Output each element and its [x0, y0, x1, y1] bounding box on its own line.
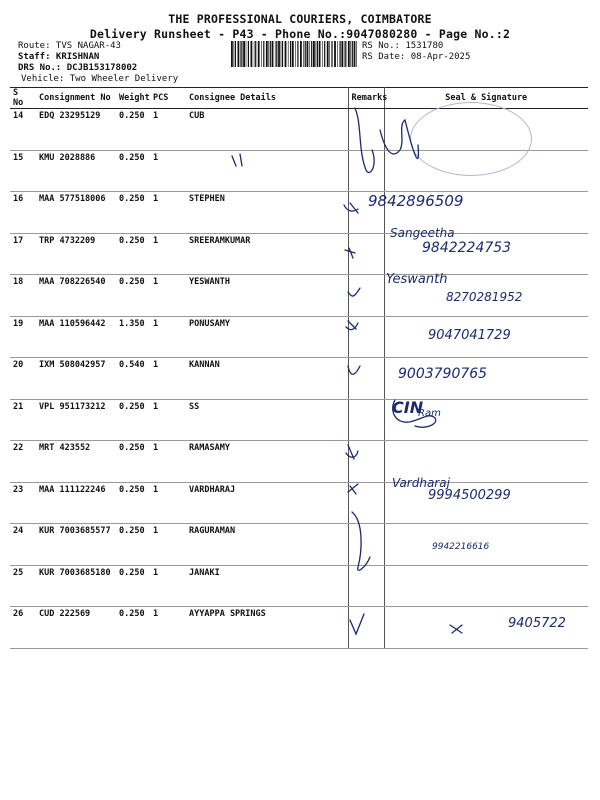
col-header-seal: Seal & Signature	[384, 88, 588, 109]
cell-seal-signature	[384, 565, 588, 607]
cell-consignment: MAA 577518006	[36, 192, 116, 234]
cell-seal-signature	[384, 275, 588, 317]
table-row	[10, 316, 588, 358]
barcode-bar	[344, 41, 345, 67]
barcode-bar	[313, 41, 315, 67]
table-header-row	[10, 88, 588, 109]
barcode-bar	[278, 41, 280, 67]
handwritten-name-23: Vardharaj	[392, 476, 450, 490]
cell-pcs: 1	[150, 482, 186, 524]
cell-remarks	[348, 233, 384, 275]
route-label: Route: TVS NAGAR-43	[18, 41, 121, 51]
cell-pcs: 1	[150, 316, 186, 358]
cell-weight: 0.250	[116, 565, 150, 607]
cell-remarks	[348, 275, 384, 317]
table-row	[10, 233, 588, 275]
cell-sno: 26	[10, 607, 36, 649]
handwritten-phone-26: 9405722	[508, 616, 566, 631]
col-header-pcs: PCS	[150, 88, 186, 109]
barcode-bar	[290, 41, 291, 67]
col-header-remarks: Remarks	[348, 88, 384, 109]
handwritten-phone-18: 8270281952	[446, 290, 523, 304]
cell-weight: 0.540	[116, 358, 150, 400]
cell-seal-signature	[384, 233, 588, 275]
cell-sno: 22	[10, 441, 36, 483]
cell-remarks	[348, 192, 384, 234]
rs-date: RS Date: 08-Apr-2025	[362, 52, 471, 62]
runsheet-title: Delivery Runsheet - P43 - Phone No.:9047080280 - Page No.:2	[89, 27, 511, 41]
cell-remarks	[348, 607, 384, 649]
col-header-consignee: Consignee Details	[186, 88, 348, 109]
barcode-bar	[281, 41, 282, 67]
barcode-bar	[322, 41, 323, 67]
barcode-bar	[337, 41, 338, 67]
cell-consignment: IXM 508042957	[36, 358, 116, 400]
col-header-sno: S No	[10, 88, 36, 109]
cell-consignment: KMU 2028886	[36, 150, 116, 192]
cell-remarks	[348, 316, 384, 358]
cell-pcs: 1	[150, 275, 186, 317]
cell-pcs: 1	[150, 441, 186, 483]
handwritten-phone-16: 9842896509	[368, 192, 464, 210]
barcode-bar	[246, 41, 247, 67]
barcode-bar	[331, 41, 332, 67]
barcode-bar	[317, 41, 318, 67]
barcode-bar	[275, 41, 276, 67]
handwritten-phone-20: 9003790765	[398, 366, 488, 382]
barcode-bar	[350, 41, 351, 67]
cell-remarks	[348, 441, 384, 483]
barcode-bar	[297, 41, 298, 67]
barcode-bar	[248, 41, 249, 67]
cell-sno: 15	[10, 150, 36, 192]
cell-sno: 21	[10, 399, 36, 441]
barcode-bar	[307, 41, 309, 67]
barcode-bar	[263, 41, 264, 67]
cell-seal-signature	[384, 399, 588, 441]
cell-consignee: SS	[186, 399, 348, 441]
barcode-bar	[266, 41, 268, 67]
cell-seal-signature	[384, 192, 588, 234]
barcode-bar	[285, 41, 287, 67]
barcode-bar	[340, 41, 341, 67]
barcode-bar	[292, 41, 294, 67]
barcode-bar	[354, 41, 356, 67]
barcode-bar	[327, 41, 329, 67]
handwritten-phone-19: 9047041729	[428, 328, 511, 343]
barcode-bar	[258, 41, 260, 67]
cell-sno: 19	[10, 316, 36, 358]
cell-consignment: EDQ 23295129	[36, 109, 116, 151]
cell-seal-signature	[384, 441, 588, 483]
cell-seal-signature	[384, 524, 588, 566]
cell-weight: 0.250	[116, 109, 150, 151]
seal-stamp	[410, 102, 532, 176]
col-header-weight: Weight	[116, 88, 150, 109]
cell-consignee: RAGURAMAN	[186, 524, 348, 566]
cell-consignee: AYYAPPA SPRINGS	[186, 607, 348, 649]
barcode-bar	[311, 41, 312, 67]
barcode-bar	[270, 41, 271, 67]
cell-consignee: KANNAN	[186, 358, 348, 400]
barcode-bar	[255, 41, 256, 67]
table-row	[10, 565, 588, 607]
barcode-bar	[341, 41, 343, 67]
cell-pcs: 1	[150, 607, 186, 649]
cell-consignee: RAMASAMY	[186, 441, 348, 483]
table-row	[10, 358, 588, 400]
handwritten-name-17: Sangeetha	[390, 226, 455, 240]
cell-consignment: KUR 7003685577	[36, 524, 116, 566]
barcode-bar	[352, 41, 353, 67]
barcode-bar	[316, 41, 317, 67]
table-row	[10, 399, 588, 441]
barcode-image	[230, 41, 358, 67]
barcode-bar	[251, 41, 253, 67]
cell-sno: 25	[10, 565, 36, 607]
company-title: THE PROFESSIONAL COURIERS, COIMBATORE	[168, 12, 432, 26]
cell-weight: 0.250	[116, 607, 150, 649]
cell-sno: 17	[10, 233, 36, 275]
handwritten-phone-24: 9942216616	[432, 542, 490, 552]
cell-seal-signature	[384, 607, 588, 649]
cell-consignment: CUD 222569	[36, 607, 116, 649]
cell-sno: 20	[10, 358, 36, 400]
barcode-bar	[305, 41, 306, 67]
cell-consignment: MAA 110596442	[36, 316, 116, 358]
table-row	[10, 441, 588, 483]
cell-pcs: 1	[150, 109, 186, 151]
handwritten-phone-17: 9842224753	[422, 240, 512, 256]
cell-remarks	[348, 565, 384, 607]
barcode-bar	[261, 41, 262, 67]
cell-consignee	[186, 150, 348, 192]
cell-sno: 23	[10, 482, 36, 524]
barcode-bar	[288, 41, 289, 67]
cell-pcs: 1	[150, 358, 186, 400]
barcode-bar	[276, 41, 277, 67]
vehicle-label: Vehicle: Two Wheeler Delivery	[21, 74, 179, 84]
cell-weight: 0.250	[116, 441, 150, 483]
barcode-bar	[329, 41, 330, 67]
barcode-bar	[348, 41, 350, 67]
table-row	[10, 482, 588, 524]
cell-consignee: CUB	[186, 109, 348, 151]
cell-remarks	[348, 150, 384, 192]
drs-number: DRS No.: DCJB153178002	[18, 63, 138, 73]
cell-pcs: 1	[150, 565, 186, 607]
barcode-bar	[345, 41, 346, 67]
cell-seal-signature	[384, 316, 588, 358]
col-header-consignment: Consignment No	[36, 88, 116, 109]
handwritten-phone-23: 9994500299	[428, 488, 511, 503]
cell-sno: 16	[10, 192, 36, 234]
barcode-bar	[241, 41, 242, 67]
cell-consignee: SREERAMKUMAR	[186, 233, 348, 275]
cell-remarks	[348, 482, 384, 524]
cell-weight: 0.250	[116, 482, 150, 524]
barcode-bar	[268, 41, 269, 67]
cell-remarks	[348, 524, 384, 566]
runsheet-table	[10, 87, 588, 649]
cell-seal-signature	[384, 482, 588, 524]
cell-consignment: MAA 111122246	[36, 482, 116, 524]
cell-pcs: 1	[150, 192, 186, 234]
cell-weight: 0.250	[116, 150, 150, 192]
barcode-bar	[334, 41, 336, 67]
barcode-bar	[282, 41, 283, 67]
table-row	[10, 192, 588, 234]
cell-consignment: KUR 7003685180	[36, 565, 116, 607]
cell-sno: 14	[10, 109, 36, 151]
cell-weight: 0.250	[116, 233, 150, 275]
cell-remarks	[348, 109, 384, 151]
cell-consignment: TRP 4732209	[36, 233, 116, 275]
cell-pcs: 1	[150, 524, 186, 566]
cell-seal-signature	[384, 358, 588, 400]
cell-consignee: JANAKI	[186, 565, 348, 607]
handwritten-note-21: CIN	[392, 398, 424, 417]
barcode-bar	[272, 41, 274, 67]
barcode-bar	[309, 41, 310, 67]
barcode-bar	[319, 41, 321, 67]
barcode-bar	[254, 41, 255, 67]
handwritten-note-21b: Ram	[418, 408, 441, 419]
cell-remarks	[348, 399, 384, 441]
cell-consignment: MAA 708226540	[36, 275, 116, 317]
cell-weight: 0.250	[116, 399, 150, 441]
cell-weight: 0.250	[116, 192, 150, 234]
barcode-bar	[234, 41, 235, 67]
cell-pcs: 1	[150, 233, 186, 275]
cell-consignment: VPL 951173212	[36, 399, 116, 441]
barcode-bar	[295, 41, 296, 67]
cell-pcs: 1	[150, 150, 186, 192]
cell-remarks	[348, 358, 384, 400]
handwritten-name-18: Yeswanth	[386, 272, 448, 287]
cell-sno: 18	[10, 275, 36, 317]
cell-consignee: VARDHARAJ	[186, 482, 348, 524]
table-row	[10, 524, 588, 566]
rs-number: RS No.: 1531780	[362, 41, 444, 51]
table-row	[10, 607, 588, 649]
barcode-bar	[240, 41, 241, 67]
barcode-bar	[300, 41, 302, 67]
cell-pcs: 1	[150, 399, 186, 441]
staff-label: Staff: KRISHNAN	[18, 52, 100, 62]
cell-consignee: PONUSAMY	[186, 316, 348, 358]
cell-sno: 24	[10, 524, 36, 566]
barcode-bar	[231, 41, 233, 67]
barcode-bar	[243, 41, 245, 67]
barcode-bar	[235, 41, 236, 67]
cell-weight: 1.350	[116, 316, 150, 358]
cell-weight: 0.250	[116, 275, 150, 317]
table-row	[10, 275, 588, 317]
barcode-bar	[356, 41, 357, 67]
barcode-bar	[303, 41, 304, 67]
cell-consignee: STEPHEN	[186, 192, 348, 234]
barcode-bar	[324, 41, 325, 67]
cell-weight: 0.250	[116, 524, 150, 566]
cell-consignee: YESWANTH	[186, 275, 348, 317]
cell-consignment: MRT 423552	[36, 441, 116, 483]
barcode-bar	[238, 41, 240, 67]
